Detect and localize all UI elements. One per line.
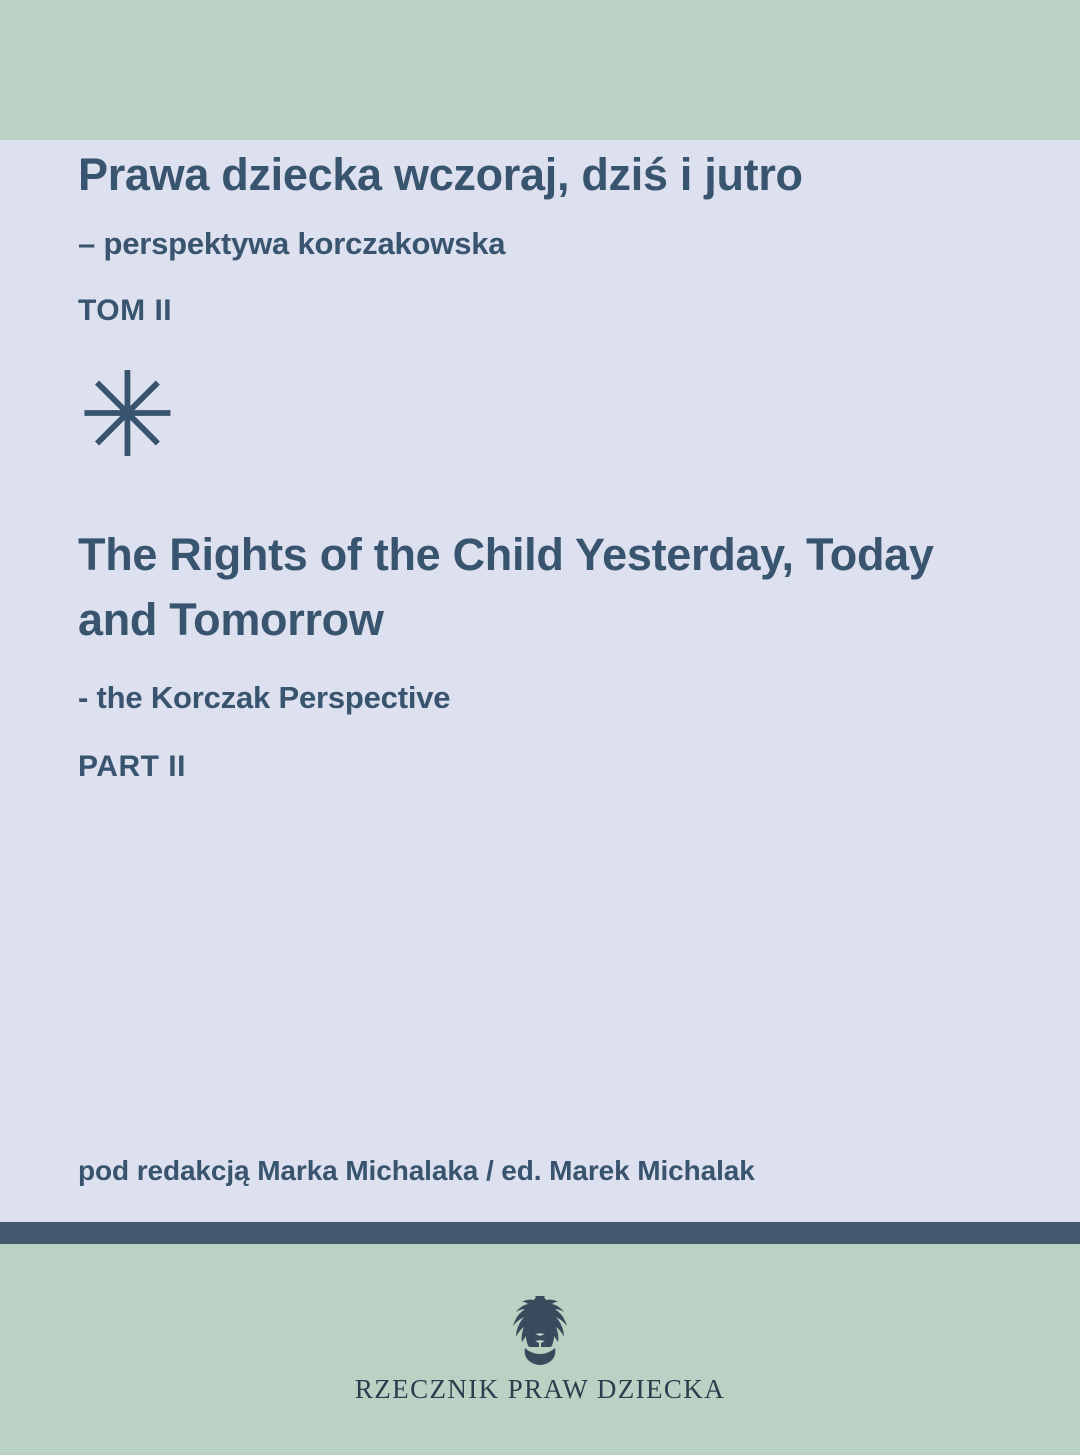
english-volume: PART II: [78, 750, 186, 783]
polish-volume: TOM II: [78, 293, 173, 327]
english-subtitle: - the Korczak Perspective: [78, 680, 451, 715]
cover-footer: [0, 1244, 1080, 1455]
polish-subtitle: – perspektywa korczakowska: [78, 225, 506, 261]
divider-rule: [0, 1222, 1080, 1244]
polish-title: Prawa dziecka wczoraj, dziś i jutro: [78, 149, 803, 200]
cover-text-block: [78, 150, 998, 1210]
publisher-name: RZECZNIK PRAW DZIECKA: [354, 1374, 726, 1404]
editors-line: pod redakcją Marka Michalaka / ed. Marek Michalak: [78, 1155, 755, 1186]
asterisk-ornament-icon: ✳: [78, 345, 177, 484]
english-title: The Rights of the Child Yesterday, Today and Tomorrow: [78, 528, 934, 645]
polish-eagle-emblem-icon: [505, 1290, 575, 1368]
